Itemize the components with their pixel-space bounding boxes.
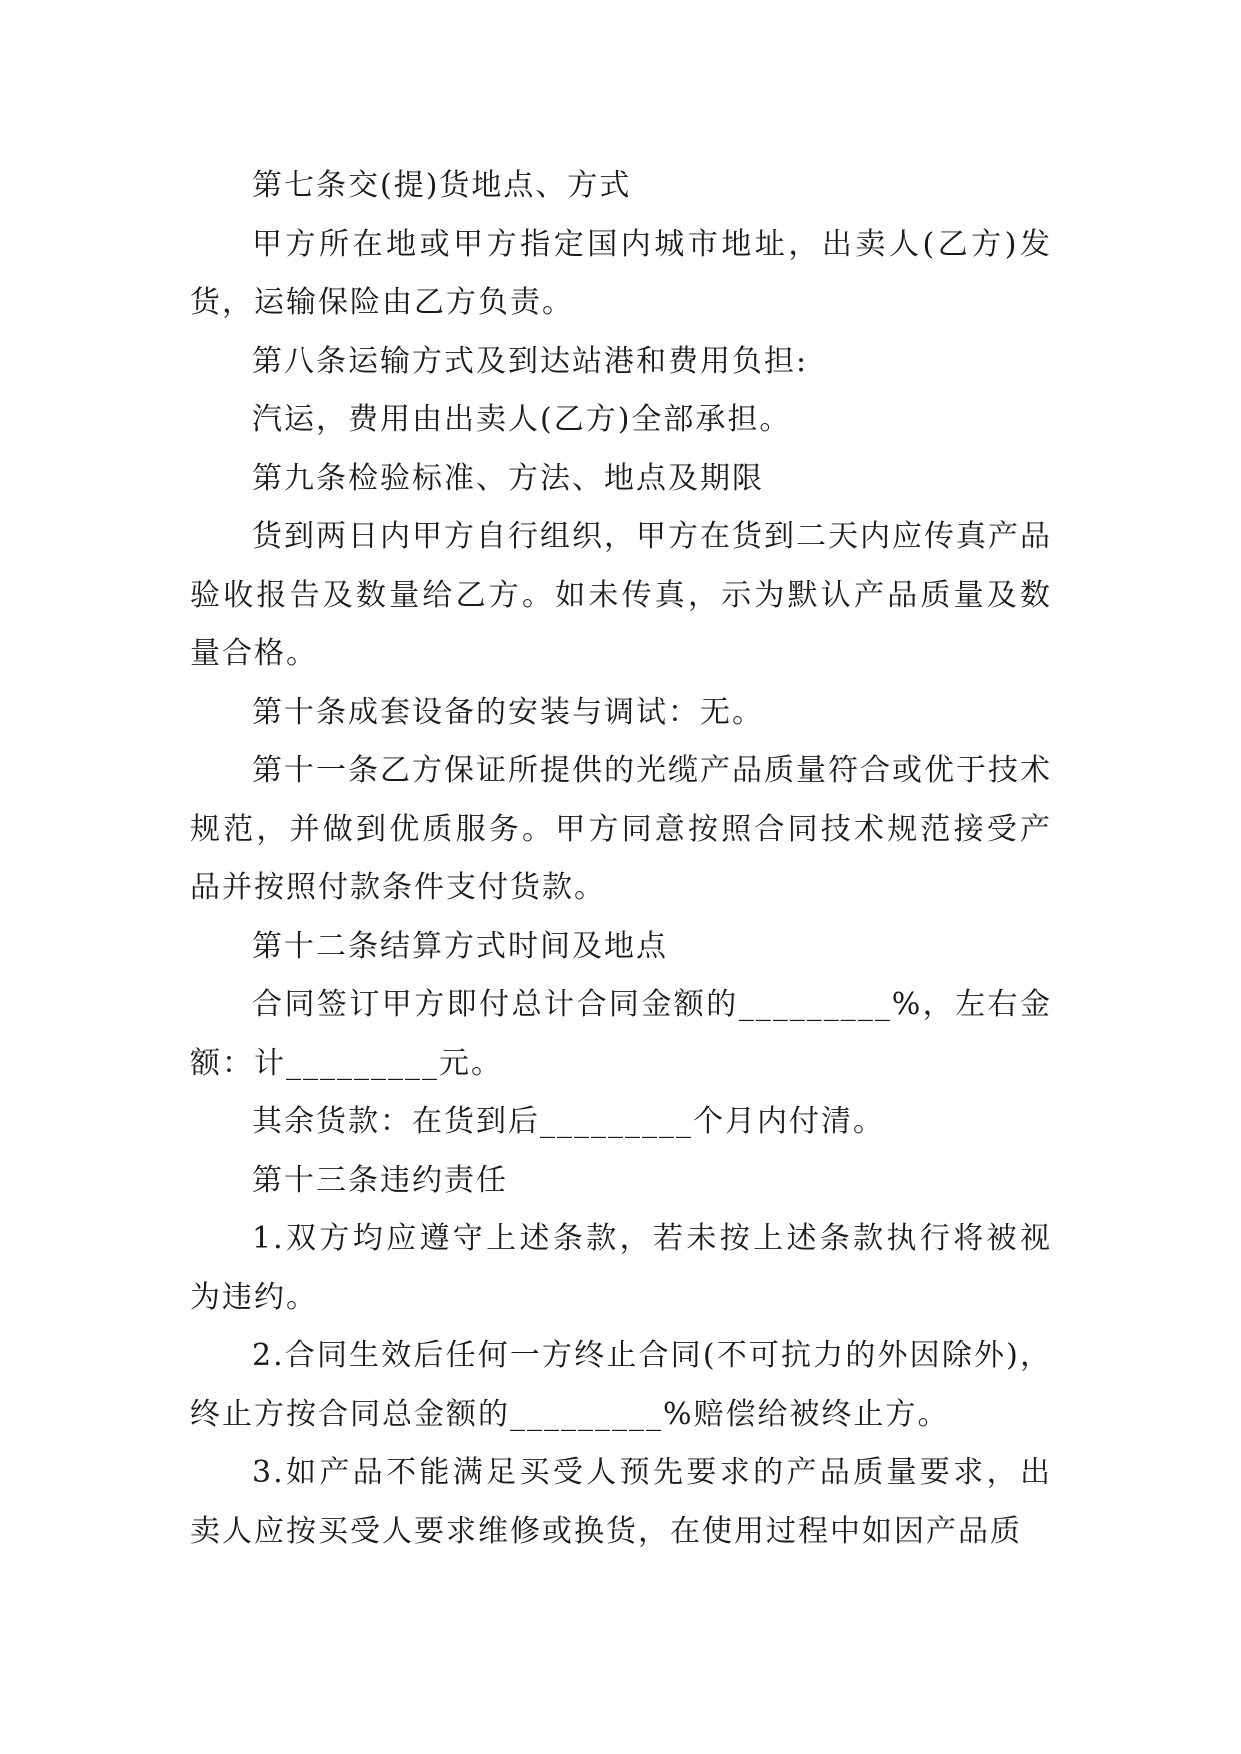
clause-13-item-1: 1.双方均应遵守上述条款，若未按上述条款执行将被视为违约。: [190, 1221, 1052, 1315]
clause-11-text: 第十一条乙方保证所提供的光缆产品质量符合或优于技术规范，并做到优质服务。甲方同意按照合同技术规范接受产品并按照付款条件支付货款。: [190, 753, 1052, 905]
clause-8-heading: 第八条运输方式及到达站港和费用负担:: [252, 343, 809, 379]
clause-12-payment-text: 合同签订甲方即付总计合同金额的_________%，左右金额：计_________元。: [190, 987, 1052, 1081]
document-body: [190, 157, 1052, 1561]
clause-10-text: 第十条成套设备的安装与调试：无。: [252, 694, 764, 730]
clause-7-heading: 第七条交(提)货地点、方式: [252, 168, 632, 203]
clause-13-heading: 第十三条违约责任: [252, 1162, 508, 1198]
clause-7-text: 甲方所在地或甲方指定国内城市地址，出卖人(乙方)发货，运输保险由乙方负责。: [190, 226, 1052, 320]
clause-13-item-3: 3.如产品不能满足买受人预先要求的产品质量要求，出卖人应按买受人要求维修或换货，在使用过程中如因产品质: [190, 1455, 1052, 1549]
clause-9-text: 货到两日内甲方自行组织，甲方在货到二天内应传真产品验收报告及数量给乙方。如未传真，示为默认产品质量及数量合格。: [190, 519, 1052, 671]
clause-9-heading: 第九条检验标准、方法、地点及期限: [252, 460, 764, 496]
clause-12-heading: 第十二条结算方式时间及地点: [252, 928, 668, 964]
clause-8-text: 汽运，费用由出卖人(乙方)全部承担。: [252, 402, 792, 437]
clause-12-balance-text: 其余货款：在货到后_________个月内付清。: [252, 1104, 885, 1139]
clause-13-item-2: 2.合同生效后任何一方终止合同(不可抗力的外因除外)，终止方按合同总金额的_________%赔偿给被终止方。: [190, 1338, 1052, 1432]
